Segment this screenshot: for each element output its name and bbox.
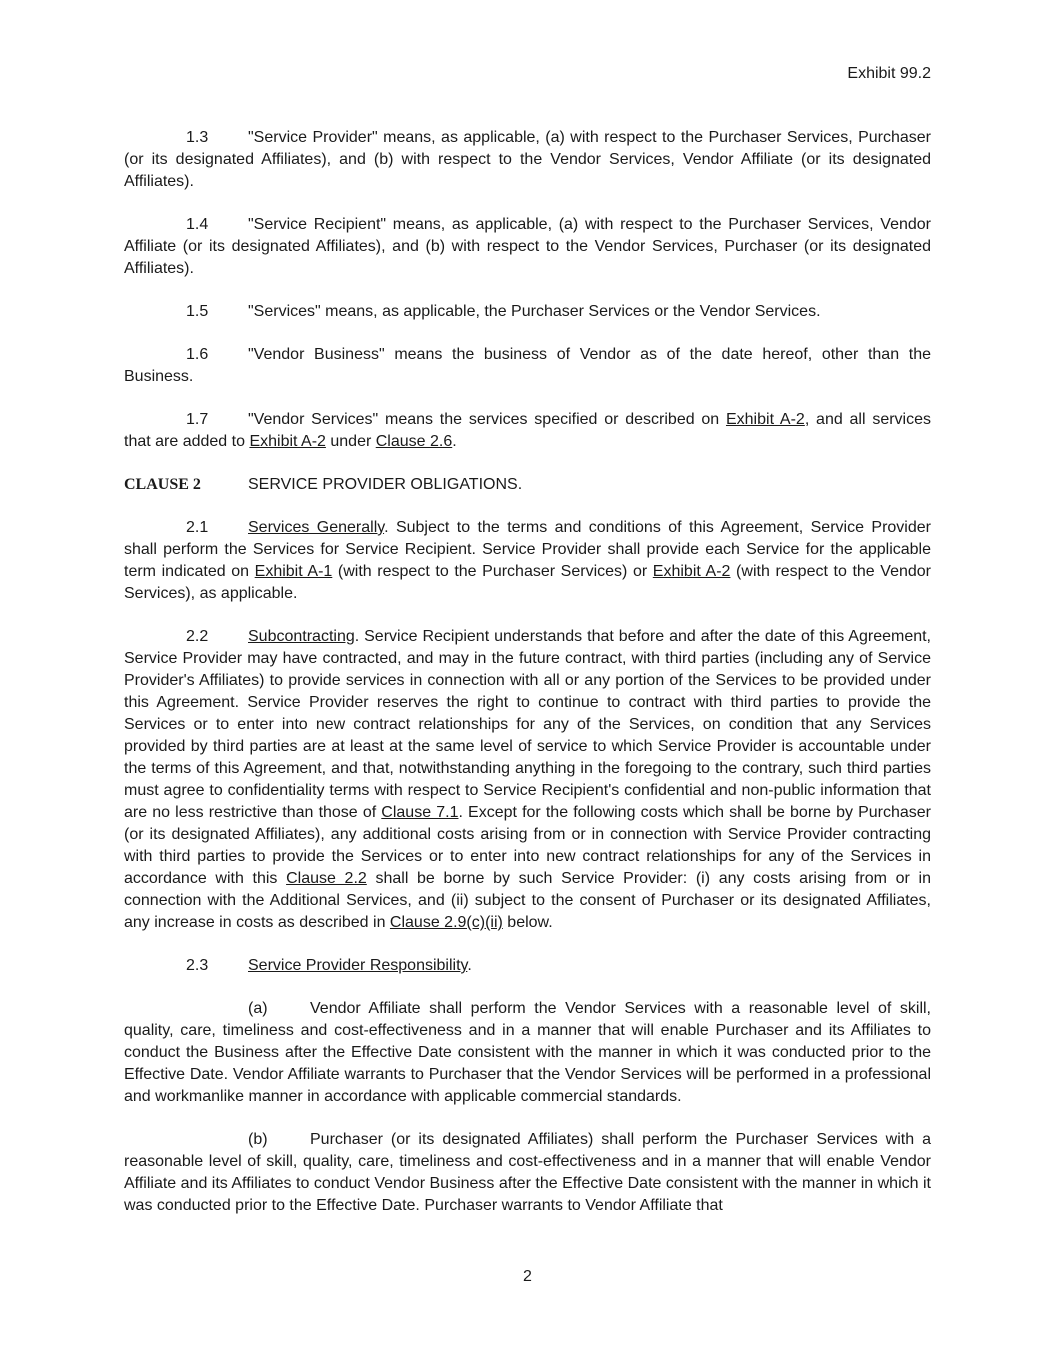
section-number: 2.3 xyxy=(186,957,209,974)
section-number: 1.3 xyxy=(186,129,209,146)
subsection-label: (a) xyxy=(248,1000,268,1017)
document-body xyxy=(124,127,931,1238)
clause-2-6-reference: Clause 2.6 xyxy=(375,433,453,450)
heading-period: . xyxy=(467,957,472,974)
definition-text: . xyxy=(452,433,457,450)
section-number: 2.2 xyxy=(186,628,209,645)
section-number: 1.5 xyxy=(186,303,209,320)
section-2-3-b xyxy=(124,1129,931,1217)
section-text: . Except for the following costs which shall be borne by Purchaser (or its designated Affiliates), any additional costs arising from or in connection with Service Provider contracting with third parties to provide the Services or to enter into new contract relationships for any of the Services in accordance with this xyxy=(124,804,932,887)
section-text: (with respect to the Vendor Services), as applicable. xyxy=(124,563,932,602)
clause-2-heading xyxy=(124,474,931,496)
definition-1-6 xyxy=(124,344,931,388)
section-number: 1.7 xyxy=(186,411,209,428)
exhibit-label: Exhibit 99.2 xyxy=(847,65,931,82)
subsection-label: (b) xyxy=(248,1131,268,1148)
definition-text: under xyxy=(325,433,376,450)
section-heading: Service Provider Responsibility xyxy=(248,957,468,974)
section-heading: Services Generally xyxy=(248,519,385,536)
definition-1-3 xyxy=(124,127,931,193)
subsection-text: Purchaser (or its designated Affiliates) shall perform the Purchaser Services with a reasonable level of skill, quality, care, timeliness and cost-effectiveness and in a manner that will enable Vendor Affiliate and its Affiliates to conduct Vendor Business after the Effective Date consistent with the manner in which it was conducted prior to the Effective Date. Purchaser warrants to Vendor Affiliate that xyxy=(124,1131,931,1214)
page-number: 2 xyxy=(523,1268,532,1285)
definition-1-5 xyxy=(124,301,931,323)
section-heading: Subcontracting xyxy=(248,628,355,645)
clause-2-9-reference: Clause 2.9(c)(ii) xyxy=(389,914,503,931)
clause-7-1-reference: Clause 7.1 xyxy=(381,804,459,821)
section-text: shall be borne by such Service Provider: (i) any costs arising from or in connection with the Additional Services, and (ii) subject to the consent of Purchaser or its designated Affiliates, any increase in costs as described in xyxy=(124,870,932,931)
definition-text: "Service Recipient" means, as applicable, (a) with respect to the Purchaser Services, Vendor Affiliate (or its designated Affiliates), and (b) with respect to the Vendor Services, Purchaser (or its designated Affiliates). xyxy=(124,216,931,277)
section-text: . Service Recipient understands that before and after the date of this Agreement, Service Provider may have contracted, and may in the future contract, with third parties (including any of Service Provider's Affiliates) to provide services in connection with all or any portion of the Services to be provided under this Agreement. Service Provider reserves the right to continue to contract with third parties to provide the Services or to enter into new contract relationships for any of the Services, on condition that any Services provided by third parties are at least at the same level of service to which Service Provider is accountable under the terms of this Agreement, and that, notwithstanding anything in the foregoing to the contrary, such third parties must agree to confidentiality terms with respect to Service Recipient's confidential and non-public information that are no less restrictive than those of xyxy=(124,628,931,821)
section-2-3-heading xyxy=(186,955,931,977)
subsection-text: Vendor Affiliate shall perform the Vendor Services with a reasonable level of skill, quality, care, timeliness and cost-effectiveness and in a manner that will enable Purchaser and its Affiliates to conduct the Business after the Effective Date consistent with the manner in which it was conducted prior to the Effective Date. Vendor Affiliate warrants to Purchaser that the Vendor Services will be performed in a professional and workmanlike manner in accordance with applicable commercial standards. xyxy=(124,1000,931,1105)
clause-label: CLAUSE 2 xyxy=(124,476,201,493)
section-number: 1.6 xyxy=(186,346,209,363)
definition-text: , and all services that are added to xyxy=(124,411,931,450)
exhibit-a2-reference: Exhibit A-2 xyxy=(725,411,805,428)
definition-text: "Service Provider" means, as applicable, (a) with respect to the Purchaser Services, Purchaser (or its designated Affiliates), and (b) with respect to the Vendor Services, Vendor Affiliate (or its designated Affiliates). xyxy=(124,129,931,190)
clause-2-2-reference: Clause 2.2 xyxy=(286,870,367,887)
section-2-3-a xyxy=(124,998,931,1108)
definition-1-4 xyxy=(124,214,931,280)
section-text: . Subject to the terms and conditions of this Agreement, Service Provider shall perform the Services for Service Recipient. Service Provider shall provide each Service for the applicable term indicated on xyxy=(124,519,931,580)
definition-text: "Vendor Services" means the services specified or described on xyxy=(248,411,726,428)
definition-text: "Services" means, as applicable, the Purchaser Services or the Vendor Services. xyxy=(248,303,821,320)
section-2-2 xyxy=(124,626,931,934)
section-text: below. xyxy=(502,914,553,931)
section-number: 2.1 xyxy=(186,519,209,536)
section-2-1 xyxy=(124,517,931,605)
section-text: (with respect to the Purchaser Services) or xyxy=(332,563,653,580)
exhibit-a1-reference: Exhibit A-1 xyxy=(254,563,333,580)
definition-text: "Vendor Business" means the business of Vendor as of the date hereof, other than the Business. xyxy=(124,346,931,385)
exhibit-a2-reference: Exhibit A-2 xyxy=(652,563,731,580)
exhibit-a2-reference: Exhibit A-2 xyxy=(249,433,326,450)
clause-title: SERVICE PROVIDER OBLIGATIONS. xyxy=(248,476,523,493)
definition-1-7 xyxy=(124,409,931,453)
section-number: 1.4 xyxy=(186,216,209,233)
